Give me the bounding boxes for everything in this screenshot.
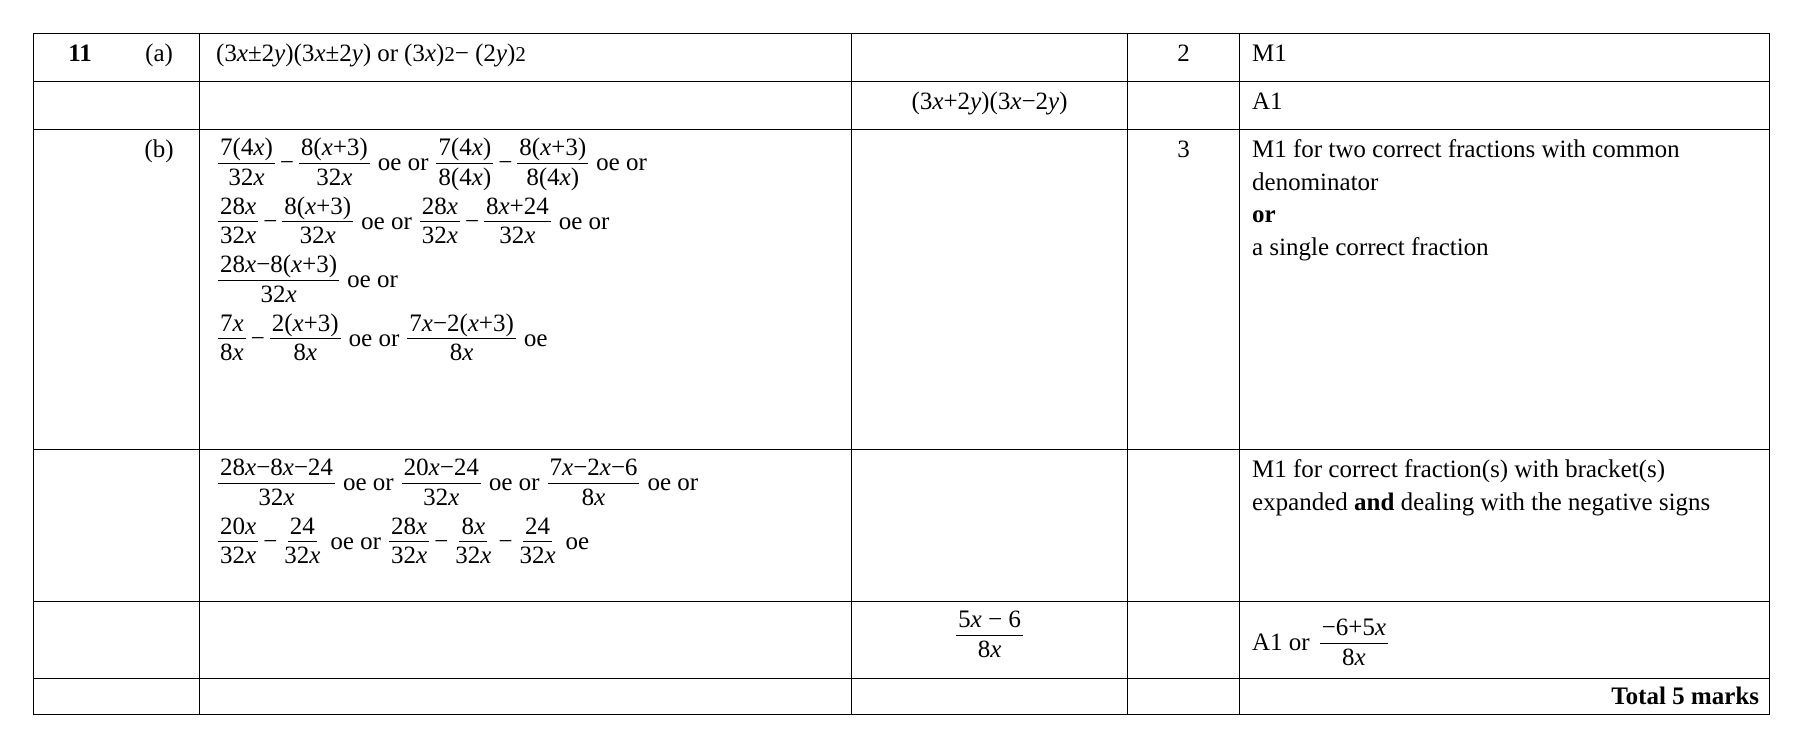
row-part-a-answer	[34, 82, 1770, 130]
part-a-label: (a)	[145, 40, 173, 67]
row-part-b-m1-expand	[34, 450, 1770, 602]
row-part-b-m1	[34, 130, 1770, 450]
part-a-answer: (3x+2y)(3x−2y)	[852, 82, 1128, 130]
row-total	[34, 679, 1770, 715]
part-b-note-a1: A1 or $\frac{-6+5x}{8x}$	[1240, 602, 1770, 679]
question-cell	[34, 34, 200, 82]
row-part-b-answer	[34, 602, 1770, 679]
part-b-working-2: $\frac{28x-8x-24}{32x}$ oe or $\frac{20x-24}{32x}$ oe or $\frac{7x-2x-6}{8x}$ oe or $\frac{20x}{32x}$ − $\frac{24}{32x}$ oe or $\frac{28x}{32x}$ − $\frac{8x}{32x}$ − $\frac{24}{32x}$ oe	[200, 450, 852, 602]
part-a-method: (3 x ±2 y )(3 x ±2 y ) or (3 x ) 2 − (2 y ) 2	[216, 40, 526, 67]
part-b-note-m1-expand: M1 for correct fraction(s) with bracket(s) expanded and dealing with the negative signs	[1240, 450, 1770, 602]
part-a-marks: 2	[1128, 34, 1240, 82]
part-a-note-a1: A1	[1240, 82, 1770, 130]
mark-scheme-table	[33, 33, 1770, 715]
part-a-working	[200, 34, 852, 82]
part-b-working-1: $\frac{7(4x)}{32x}$ − $\frac{8(x+3)}{32x}$ oe or $\frac{7(4x)}{8(4x)}$ − $\frac{8(x+3)}{8(4x)}$ oe or $\frac{28x}{32x}$ − $\frac{8(x+3)}{32x}$ oe or $\frac{28x}{32x}$ − $\frac{8x+24}{32x}$ oe or $\frac{28x-8(x+3)}{32x}$ oe or $\frac{7x}{8x}$ − $\frac{2(x+3)}{8x}$ oe or $\frac{7x-2(x+3)}{8x}$ oe	[200, 130, 852, 450]
row-part-a-method	[34, 34, 1770, 82]
total-marks: Total 5 marks	[1240, 679, 1770, 715]
part-b-note-m1: M1 for two correct fractions with common denominator or a single correct fraction	[1240, 130, 1770, 450]
part-a-answer-empty	[852, 34, 1128, 82]
part-b-label: (b)	[144, 136, 174, 163]
question-number: 11	[68, 40, 92, 67]
part-b-marks: 3	[1128, 130, 1240, 450]
part-a-note-m1: M1	[1240, 34, 1770, 82]
part-b-answer: $\frac{5x - 6}{8x}$	[852, 602, 1128, 679]
